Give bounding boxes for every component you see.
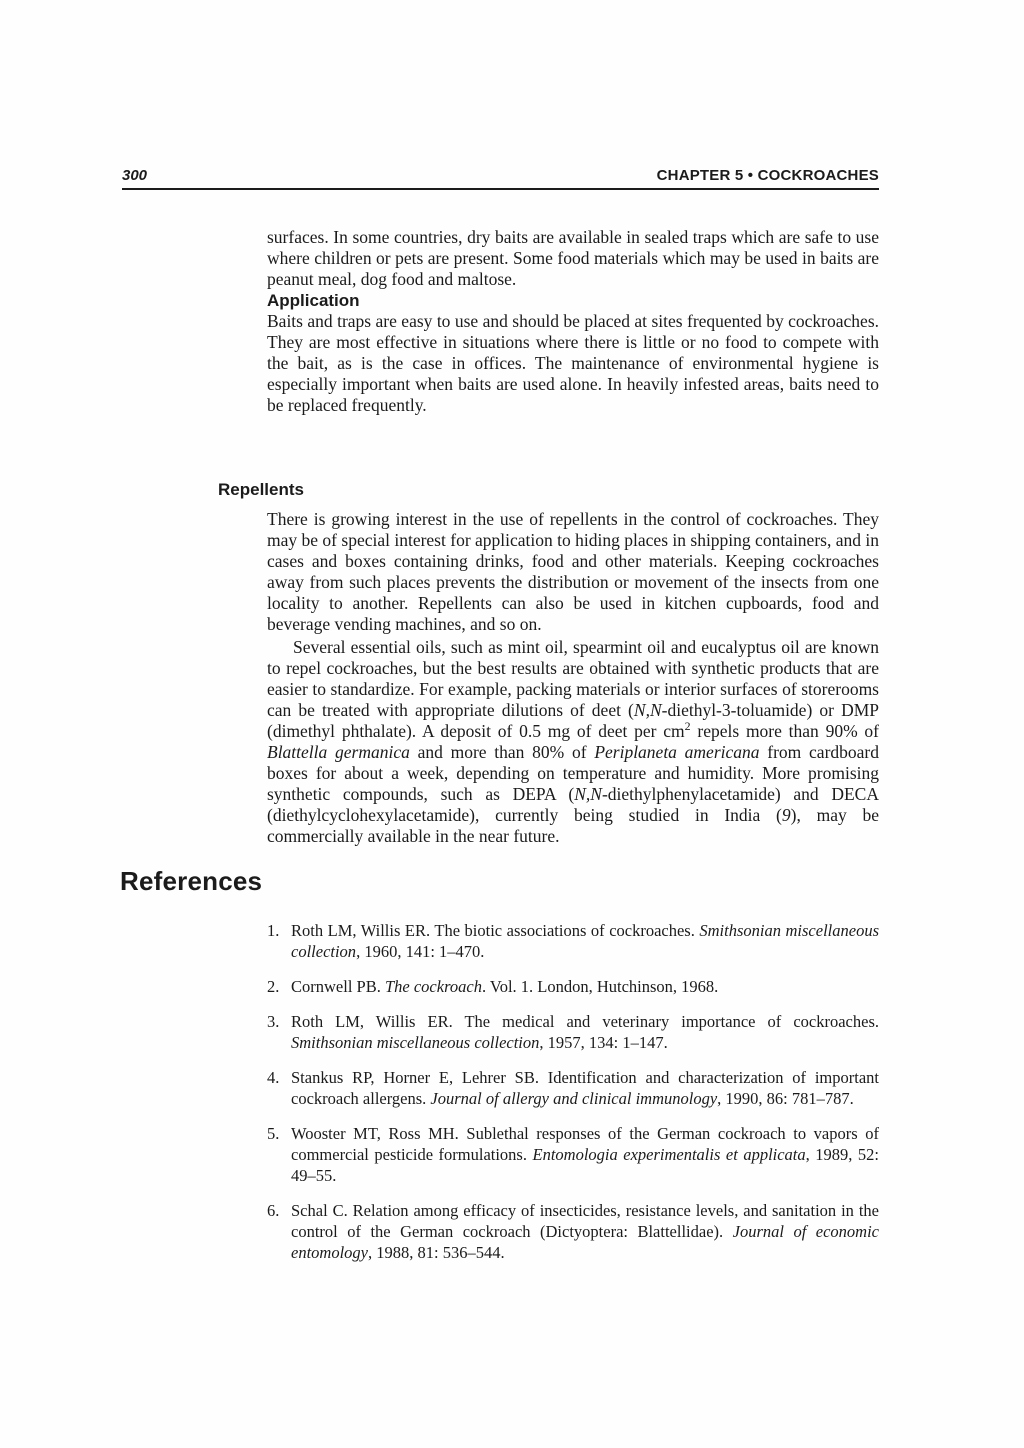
reference-text: Roth LM, Willis ER. The biotic associations of cockroaches. Smithsonian miscellaneous collection, 1960, 141: 1–470. — [291, 921, 879, 961]
running-header — [122, 168, 879, 190]
reference-text: Stankus RP, Horner E, Lehrer SB. Identification and characterization of important cockroach allergens. Journal of allergy and clinical immunology, 1990, 86: 781–787. — [291, 1068, 879, 1108]
reference-item — [267, 1067, 879, 1109]
references-list — [267, 920, 879, 1277]
reference-number: 4. — [267, 1068, 280, 1087]
reference-text: Schal C. Relation among efficacy of insecticides, resistance levels, and sanitation in the control of the German cockroach (Dictyoptera: Blattellidae). Journal of economic entomology, 1988, 81: 536–544. — [291, 1201, 879, 1262]
references-heading: References — [120, 866, 263, 896]
reference-item — [267, 1200, 879, 1263]
reference-number: 5. — [267, 1124, 280, 1143]
application-paragraph: Baits and traps are easy to use and should be placed at sites frequented by cockroaches. They are most effective in situations where there is little or no food to compete with the bait, as is the case in offices. The maintenance of environmental hygiene is especially important when baits are used alone. In heavily infested areas, baits need to be replaced frequently. — [267, 311, 879, 415]
reference-number: 6. — [267, 1201, 280, 1220]
intro-paragraph: surfaces. In some countries, dry baits are available in sealed traps which are safe to use where children or pets are present. Some food materials which may be used in baits are peanut meal, dog food and maltose. — [267, 227, 879, 289]
reference-number: 2. — [267, 977, 280, 996]
reference-text: Wooster MT, Ross MH. Sublethal responses of the German cockroach to vapors of commercial pesticide formulations. Entomologia experimentalis et applicata, 1989, 52: 49–55. — [291, 1124, 880, 1185]
reference-text: Roth LM, Willis ER. The medical and veterinary importance of cockroaches. Smithsonian miscellaneous collection, 1957, 134: 1–147. — [291, 1012, 879, 1052]
repellents-paragraph-1: There is growing interest in the use of repellents in the control of cockroaches. They may be of special interest for application to hiding places in shipping containers, and in cases and boxes containing drinks, food and other materials. Keeping cockroaches away from such places prevents the distribution or movement of the insects from one locality to another. Repellents can also be used in kitchen cupboards, food and beverage vending machines, and so on. — [267, 509, 879, 634]
reference-item — [267, 976, 879, 997]
chapter-title: CHAPTER 5 • COCKROACHES — [656, 167, 879, 184]
main-text-column — [267, 227, 879, 416]
page-number: 300 — [122, 167, 148, 184]
reference-text: Cornwell PB. The cockroach. Vol. 1. London, Hutchinson, 1968. — [291, 977, 719, 996]
reference-item — [267, 1011, 879, 1053]
application-heading: Application — [267, 291, 360, 310]
repellents-paragraph-2: Several essential oils, such as mint oil, spearmint oil and eucalyptus oil are known to repel cockroaches, but the best results are obtained with synthetic products that are easier to standardize. For example, packing materials or interior surfaces of storerooms can be treated with appropriate dilutions of deet (N,N-diethyl-3-toluamide) or DMP (dimethyl phthalate). A deposit of 0.5 mg of deet per $cm^2$ repels more than 90% of Blattella germanica and more than 80% of Periplaneta americana from cardboard boxes for about a week, depending on temperature and humidity. More promising synthetic compounds, such as DEPA (N,N-diethylphenylacetamide) and DECA (diethylcyclohexylacetamide), currently being studied in India (9), may be commercially available in the near future. — [267, 637, 880, 846]
reference-item — [267, 920, 879, 962]
reference-number: 3. — [267, 1012, 280, 1031]
repellents-text-column — [267, 509, 879, 847]
reference-number: 1. — [267, 921, 280, 940]
reference-item — [267, 1123, 879, 1186]
repellents-heading: Repellents — [218, 480, 304, 499]
